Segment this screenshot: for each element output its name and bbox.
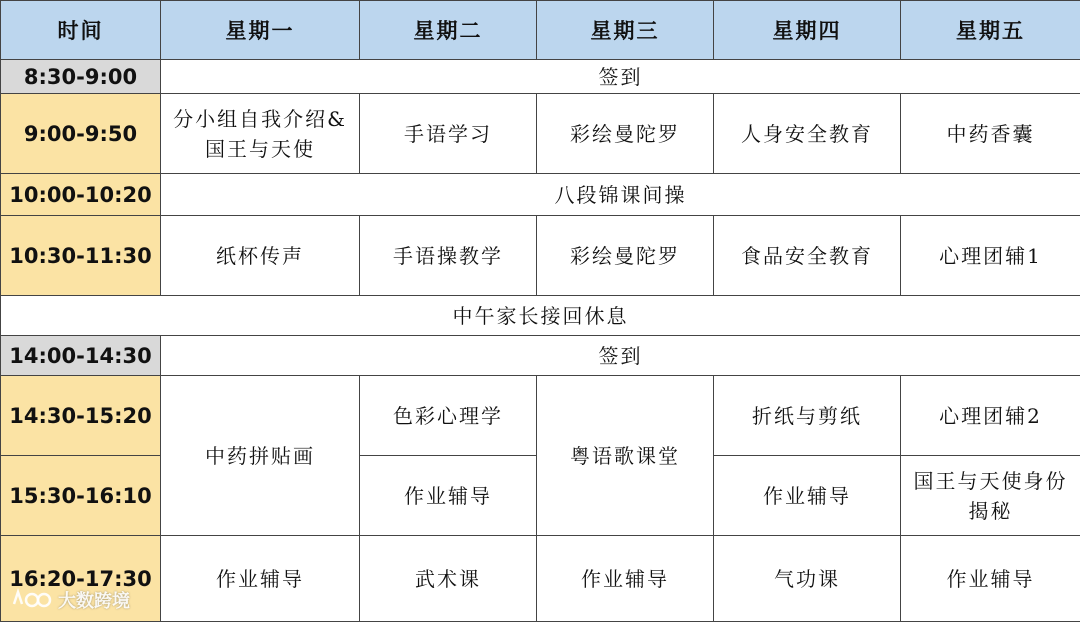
logo-icon (10, 588, 54, 612)
header-row (1, 1, 1080, 60)
activity-cell: 武术课 (360, 536, 537, 622)
time-slot: 10:30-11:30 (1, 216, 161, 296)
activity-cell: 作业辅导 (360, 456, 537, 536)
activity-cell: 折纸与剪纸 (714, 376, 901, 456)
time-slot: 8:30-9:00 (1, 60, 161, 94)
activity-cell: 作业辅导 (537, 536, 714, 622)
activity-cell: 人身安全教育 (714, 94, 901, 174)
table-row (1, 336, 1080, 376)
time-slot: 14:30-15:20 (1, 376, 161, 456)
activity-cell: 彩绘曼陀罗 (537, 216, 714, 296)
table-row (1, 376, 1080, 456)
time-slot: 9:00-9:50 (1, 94, 161, 174)
activity-cell: 手语操教学 (360, 216, 537, 296)
header-monday: 星期一 (161, 1, 360, 60)
watermark-text: 大数跨境 (58, 587, 130, 613)
header-tuesday: 星期二 (360, 1, 537, 60)
activity-cell: 心理团辅2 (901, 376, 1080, 456)
table-row (1, 174, 1080, 216)
time-slot: 14:00-14:30 (1, 336, 161, 376)
activity-cell: 彩绘曼陀罗 (537, 94, 714, 174)
activity-cell: 粤语歌课堂 (537, 376, 714, 536)
activity-cell: 作业辅导 (714, 456, 901, 536)
header-wednesday: 星期三 (537, 1, 714, 60)
activity-cell: 心理团辅1 (901, 216, 1080, 296)
activity-cell: 中药香囊 (901, 94, 1080, 174)
time-slot: 16:20-17:30 (1, 536, 161, 622)
activity-cell: 分小组自我介绍&国王与天使 (161, 94, 360, 174)
lunch-break-banner: 中午家长接回休息 (1, 296, 1080, 336)
activity-cell: 中药拼贴画 (161, 376, 360, 536)
activity-cell: 食品安全教育 (714, 216, 901, 296)
activity-cell: 国王与天使身份揭秘 (901, 456, 1080, 536)
header-time: 时间 (1, 1, 161, 60)
table-row (1, 94, 1080, 174)
activity-cell: 纸杯传声 (161, 216, 360, 296)
checkin-banner: 签到 (161, 336, 1080, 376)
activity-cell: 气功课 (714, 536, 901, 622)
table-row (1, 60, 1080, 94)
header-thursday: 星期四 (714, 1, 901, 60)
checkin-banner: 签到 (161, 60, 1080, 94)
break-exercise-banner: 八段锦课间操 (161, 174, 1080, 216)
table-row (1, 296, 1080, 336)
time-slot: 15:30-16:10 (1, 456, 161, 536)
activity-cell: 色彩心理学 (360, 376, 537, 456)
activity-cell: 作业辅导 (901, 536, 1080, 622)
time-slot: 10:00-10:20 (1, 174, 161, 216)
table-row (1, 216, 1080, 296)
activity-cell: 作业辅导 (161, 536, 360, 622)
table-row (1, 536, 1080, 622)
watermark (10, 587, 130, 613)
header-friday: 星期五 (901, 1, 1080, 60)
activity-cell: 手语学习 (360, 94, 537, 174)
